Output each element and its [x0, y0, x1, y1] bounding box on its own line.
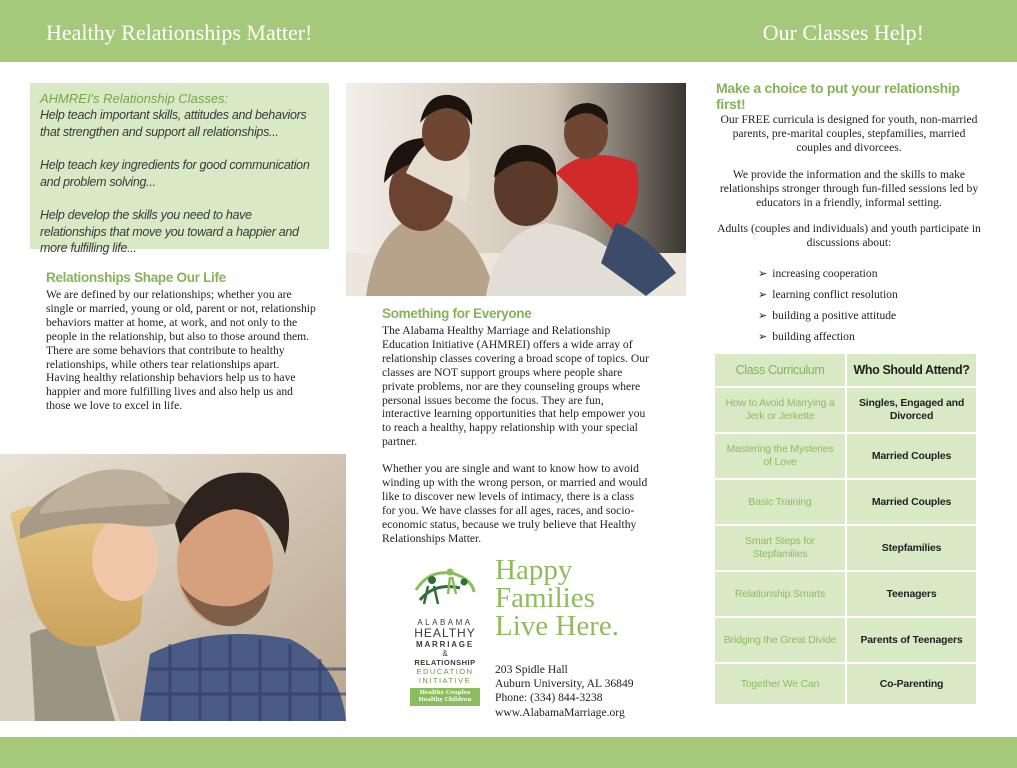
- logo-marriage: MARRIAGE: [416, 640, 474, 649]
- everyone-section: [382, 306, 650, 546]
- website-link[interactable]: www.AlabamaMarriage.org: [495, 705, 625, 719]
- logo-alabama: ALABAMA: [417, 618, 473, 627]
- table-row: [714, 617, 977, 663]
- topic-list: [716, 263, 982, 347]
- intro-heading: AHMREI's Relationship Classes:: [40, 91, 229, 106]
- arrow-bullet-icon: ➢: [758, 267, 768, 281]
- slogan: [495, 556, 619, 640]
- choice-paragraph-1: Our FREE curricula is designed for youth, non-married parents, pre-marital couples, stepfamilies, married couples and divorcees.: [720, 113, 978, 154]
- shape-heading: Relationships Shape Our Life: [46, 270, 226, 285]
- everyone-heading: Something for Everyone: [382, 306, 532, 321]
- list-item: [758, 326, 982, 347]
- arrow-bullet-icon: ➢: [758, 330, 768, 344]
- class-name: Together We Can: [714, 663, 846, 705]
- audience: Co-Parenting: [846, 663, 977, 705]
- audience: Singles, Engaged and Divorced: [846, 387, 977, 433]
- header-class-curriculum: Class Curriculum: [714, 353, 846, 387]
- everyone-paragraph-1: The Alabama Healthy Marriage and Relationship Education Initiative (AHMREI) offers a wide array of relationship classes covering a broad scope of topics. Our classes are NOT support groups where people share private problems, nor are they counseling groups where personal issues become the focus. They are fun, interactive learning opportunities that help empower you to reach a healthy, happy relationship with your special partner.: [382, 324, 649, 449]
- arrow-bullet-icon: ➢: [758, 288, 768, 302]
- logo-initiative: INITIATIVE: [418, 676, 472, 685]
- ahmrei-logo: [410, 560, 480, 720]
- table-row: [714, 479, 977, 525]
- class-name: Relationship Smarts: [714, 571, 846, 617]
- header-who-should-attend: Who Should Attend?: [846, 353, 977, 387]
- table-row: [714, 571, 977, 617]
- logo-relationship: RELATIONSHIP: [414, 658, 476, 667]
- everyone-paragraph-2: Whether you are single and want to know how to avoid winding up with the wrong person, or married and would like to discover new levels of intimacy, there is a class for you. We have classes for all ages, races, and socio-economic status, because we truly believe that Healthy Relationships Matter.: [382, 462, 648, 545]
- logo-ampersand: &: [442, 649, 448, 658]
- logo-tagline-1: Healthy Couples: [419, 690, 471, 696]
- table-row: [714, 525, 977, 571]
- curriculum-table: [713, 352, 978, 706]
- table-row: [714, 433, 977, 479]
- list-item-label: building affection: [772, 330, 855, 344]
- address-line-1: 203 Spidle Hall: [495, 663, 568, 676]
- contact-info: [495, 663, 634, 720]
- choice-section: [716, 80, 982, 347]
- audience: Parents of Teenagers: [846, 617, 977, 663]
- logo-figures-icon: [410, 560, 480, 612]
- phone: Phone: (334) 844-3238: [495, 691, 603, 705]
- slogan-line-3: Live Here.: [495, 610, 619, 642]
- shape-body: We are defined by our relationships; whether you are single or married, young or old, parent or not, relationship behaviors matter at home, at work, and not only to the people in the relationship, but also to those around them. There are some behaviors that contribute to healthy relationships, while others tear relationships apart. Having healthy relationship behaviors help us to have happier and more fulfilling lives and also help us and those we love to excel in life.: [46, 288, 316, 413]
- audience: Teenagers: [846, 571, 977, 617]
- audience: Married Couples: [846, 433, 977, 479]
- couple-photo: [0, 454, 346, 721]
- panel-title-left: Healthy Relationships Matter!: [46, 20, 313, 45]
- intro-box: [30, 83, 329, 255]
- list-item-label: building a positive attitude: [772, 309, 897, 323]
- table-row: [714, 387, 977, 433]
- logo-tagline-2: Healthy Children: [418, 697, 472, 703]
- audience: Stepfamilies: [846, 525, 977, 571]
- footer-band: [0, 737, 1017, 768]
- class-name: Smart Steps for Stepfamilies: [714, 525, 846, 571]
- class-name: How to Avoid Marrying a Jerk or Jerkette: [714, 387, 846, 433]
- intro-paragraph-3: Help develop the skills you need to have relationships that move you toward a happier and more fulfilling life...: [40, 208, 299, 255]
- list-item: [758, 284, 982, 305]
- list-item: [758, 305, 982, 326]
- logo-tagline: [410, 688, 480, 706]
- intro-paragraph-1: Help teach important skills, attitudes and behaviors that strengthen and support all relationships...: [40, 108, 307, 139]
- intro-paragraph-2: Help teach key ingredients for good communication and problem solving...: [40, 158, 310, 189]
- class-name: Bridging the Great Divide: [714, 617, 846, 663]
- class-name: Mastering the Mysteries of Love: [714, 433, 846, 479]
- family-photo: [346, 83, 686, 296]
- shape-section: [46, 270, 316, 413]
- panel-title-right: Our Classes Help!: [762, 20, 924, 45]
- choice-heading: Make a choice to put your relationship first!: [716, 80, 960, 112]
- arrow-bullet-icon: ➢: [758, 309, 768, 323]
- audience: Married Couples: [846, 479, 977, 525]
- choice-paragraph-2: We provide the information and the skills to make relationships stronger through fun-filled sessions led by educators in a friendly, informal setting.: [719, 167, 979, 209]
- table-header-row: [714, 353, 977, 387]
- slogan-line-2: Families: [495, 582, 595, 614]
- logo-education: EDUCATION: [416, 667, 474, 676]
- choice-paragraph-3: Adults (couples and individuals) and youth participate in discussions about:: [717, 222, 981, 250]
- class-name: Basic Training: [714, 479, 846, 525]
- slogan-line-1: Happy: [495, 554, 573, 586]
- header-band: [0, 0, 1017, 62]
- table-row: [714, 663, 977, 705]
- logo-healthy: HEALTHY: [414, 626, 476, 640]
- list-item-label: learning conflict resolution: [772, 288, 898, 302]
- address-line-2: Auburn University, AL 36849: [495, 677, 634, 691]
- list-item: [758, 263, 982, 284]
- list-item-label: increasing cooperation: [772, 267, 878, 281]
